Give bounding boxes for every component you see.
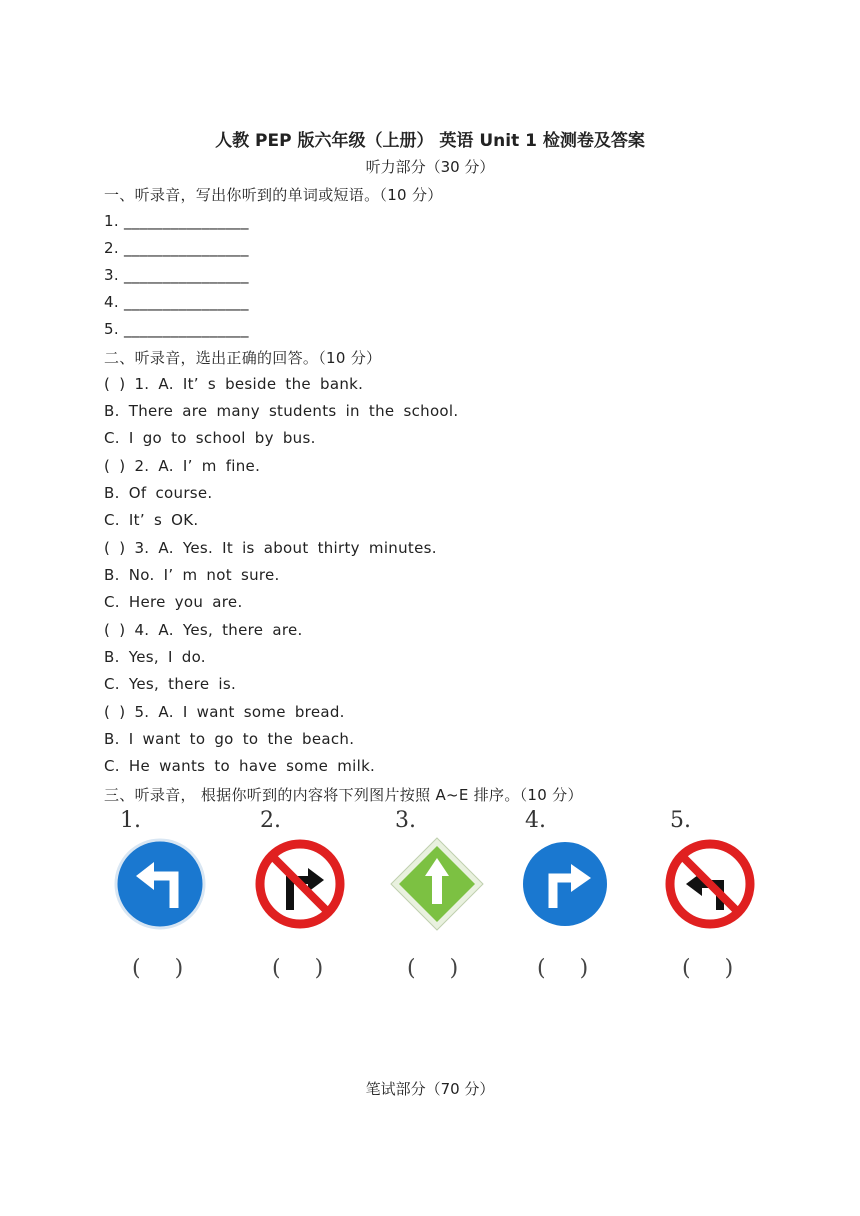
go-straight-sign-icon [387,836,487,932]
sign-number: 1. [120,808,141,833]
traffic-signs-row [112,808,768,998]
blank-line[interactable]: 1. ________________ [104,212,249,230]
sign-number: 3. [395,808,416,833]
written-section-subtitle: 笔试部分（70 分） [365,1080,495,1098]
page-title: 人教 PEP 版六年级（上册） 英语 Unit 1 检测卷及答案 [215,131,645,151]
question-4-option-c: C. Yes, there is. [104,675,237,693]
section2-heading: 二、听录音，选出正确的回答。（10 分） [104,349,382,367]
blank-line[interactable]: 5. ________________ [104,320,249,338]
question-5-option-b: B. I want to go to the beach. [104,730,355,748]
sign-number: 2. [260,808,281,833]
question-3-option-b: B. No. I’ m not sure. [104,566,280,584]
question-3-option-c: C. Here you are. [104,593,243,611]
question-2-option-c: C. It’ s OK. [104,511,199,529]
question-5-option-a: ( ) 5. A. I want some bread. [104,703,345,721]
answer-paren[interactable]: () [132,956,218,981]
sign-item-2 [252,808,362,998]
blank-line[interactable]: 3. ________________ [104,266,249,284]
no-right-turn-sign-icon [252,836,348,932]
question-1-option-b: B. There are many students in the school. [104,402,459,420]
sign-item-1 [112,808,222,998]
sign-number: 4. [525,808,546,833]
no-left-turn-sign-icon [662,836,758,932]
question-2-option-b: B. Of course. [104,484,213,502]
question-1-option-a: ( ) 1. A. It’ s beside the bank. [104,375,364,393]
question-1-option-c: C. I go to school by bus. [104,429,316,447]
section3-heading: 三、听录音， 根据你听到的内容将下列图片按照 A~E 排序。（10 分） [104,786,583,804]
answer-paren[interactable]: () [407,956,493,981]
answer-paren[interactable]: () [537,956,623,981]
sign-item-5 [662,808,772,998]
question-4-option-b: B. Yes, I do. [104,648,206,666]
answer-paren[interactable]: () [682,956,768,981]
section1-heading: 一、听录音，写出你听到的单词或短语。（10 分） [104,186,443,204]
sign-number: 5. [670,808,691,833]
blank-line[interactable]: 2. ________________ [104,239,249,257]
turn-right-only-sign-icon [517,836,613,932]
question-4-option-a: ( ) 4. A. Yes, there are. [104,621,303,639]
question-3-option-a: ( ) 3. A. Yes. It is about thirty minutes. [104,539,437,557]
answer-paren[interactable]: () [272,956,358,981]
listening-subtitle: 听力部分（30 分） [365,158,495,176]
sign-item-4 [517,808,627,998]
turn-left-only-sign-icon [112,836,208,932]
sign-item-3 [387,808,497,998]
blank-line[interactable]: 4. ________________ [104,293,249,311]
question-5-option-c: C. He wants to have some milk. [104,757,376,775]
question-2-option-a: ( ) 2. A. I’ m fine. [104,457,261,475]
